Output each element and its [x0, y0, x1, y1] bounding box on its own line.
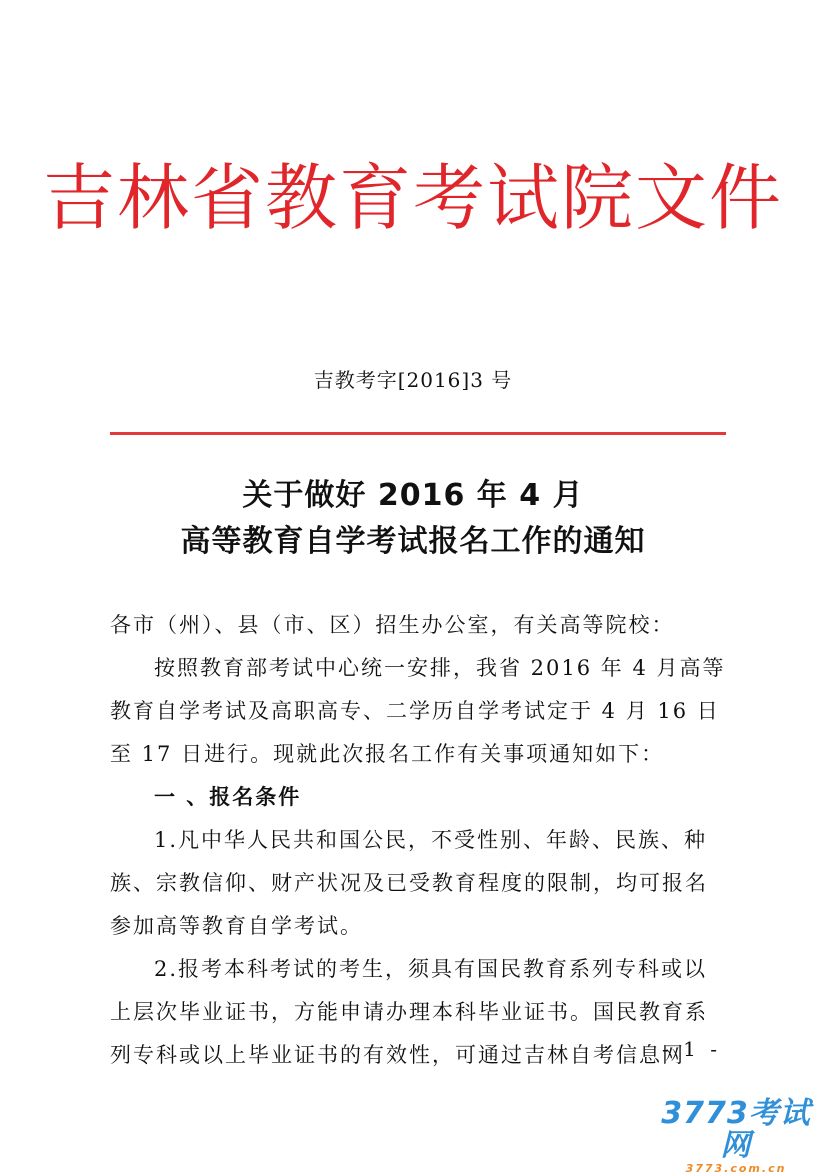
condition-item-2: 2.报考本科考试的考生，须具有国民教育系列专科或以上层次毕业证书，方能申请办理本科毕业证书。国民教育系列专科或以上毕业证书的有效性，可通过吉林自考信息网 [110, 957, 708, 1067]
salutation: 各市（州）、县（市、区）招生办公室，有关高等院校： [110, 613, 675, 637]
watermark-main-text: 3773考试网 [661, 1096, 811, 1163]
document-number: 吉教考字[2016]3 号 [313, 368, 513, 392]
section-heading-registration-conditions: 一 、报名条件 [154, 785, 302, 809]
site-watermark-logo [656, 1098, 816, 1176]
red-divider-line [110, 432, 726, 435]
masthead-title: 吉林省教育考试院文件 [42, 156, 783, 240]
notice-title-line-2: 高等教育自学考试报名工作的通知 [180, 524, 646, 559]
condition-item-1: 1.凡中华人民共和国公民，不受性别、年龄、民族、种族、宗教信仰、财产状况及已受教育程度的限制，均可报名参加高等教育自学考试。 [110, 828, 708, 938]
watermark-url-text: 3773.com.cn [685, 1162, 787, 1175]
page-number: - 1 - [662, 1037, 721, 1061]
notice-title-line-1: 关于做好 2016 年 4 月 [242, 478, 584, 513]
intro-paragraph: 按照教育部考试中心统一安排，我省 2016 年 4 月高等教育自学考试及高职高专、二学历自学考试定于 4 月 16 日至 17 日进行。现就此次报名工作有关事项通知如下： [110, 656, 726, 766]
